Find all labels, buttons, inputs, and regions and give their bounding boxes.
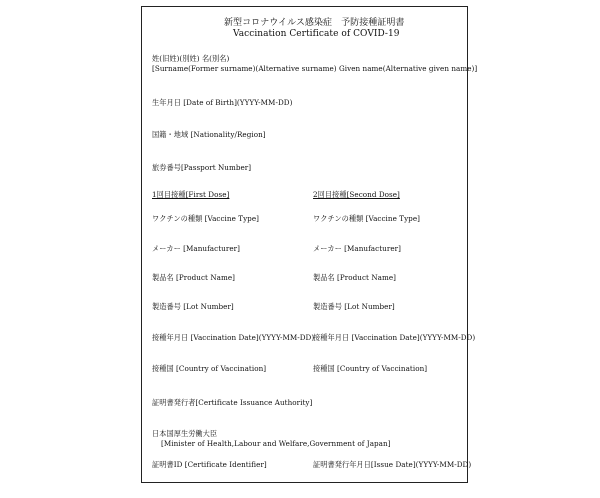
title-japanese: 新型コロナウイルス感染症 予防接種証明書 [224, 18, 405, 28]
vaccination-certificate [141, 6, 478, 483]
certificate-id-label: 証明書ID [Certificate Identifier] [152, 460, 267, 469]
name-label-english: [Surname(Former surname)(Alternative surname) Given name(Alternative given name)] [152, 64, 478, 73]
first-dose-manufacturer-label: メーカー [Manufacturer] [152, 244, 240, 253]
second-dose-manufacturer-label: メーカー [Manufacturer] [313, 244, 401, 253]
first-dose-heading: 1回目接種[First Dose] [152, 190, 230, 199]
second-dose-heading: 2回目接種[Second Dose] [313, 190, 400, 199]
title-english: Vaccination Certificate of COVID-19 [233, 29, 400, 39]
name-label-japanese: 姓(旧姓)(別姓) 名(別名) [152, 54, 230, 63]
date-of-birth-label: 生年月日 [Date of Birth](YYYY-MM-DD) [152, 98, 293, 107]
second-dose-country-label: 接種国 [Country of Vaccination] [313, 364, 428, 373]
first-dose-vaccination-date-label: 接種年月日 [Vaccination Date](YYYY-MM-DD) [152, 333, 315, 342]
second-dose-lot-number-label: 製造番号 [Lot Number] [313, 302, 395, 311]
first-dose-vaccine-type-label: ワクチンの種類 [Vaccine Type] [152, 214, 259, 223]
issuer-japanese: 日本国厚生労働大臣 [152, 429, 218, 438]
issue-date-label: 証明書発行年月日[Issue Date](YYYY-MM-DD) [313, 460, 472, 469]
second-dose-product-name-label: 製品名 [Product Name] [313, 273, 397, 282]
second-dose-vaccination-date-label: 接種年月日 [Vaccination Date](YYYY-MM-DD) [313, 333, 476, 342]
issuance-authority-label: 証明書発行者[Certificate Issuance Authority] [152, 398, 313, 407]
nationality-label: 国籍・地域 [Nationality/Region] [152, 130, 266, 139]
first-dose-country-label: 接種国 [Country of Vaccination] [152, 364, 267, 373]
passport-number-label: 旅券番号[Passport Number] [152, 163, 252, 172]
first-dose-product-name-label: 製品名 [Product Name] [152, 273, 236, 282]
issuer-english: [Minister of Health,Labour and Welfare,Government of Japan] [161, 439, 391, 448]
first-dose-lot-number-label: 製造番号 [Lot Number] [152, 302, 234, 311]
second-dose-vaccine-type-label: ワクチンの種類 [Vaccine Type] [313, 214, 420, 223]
